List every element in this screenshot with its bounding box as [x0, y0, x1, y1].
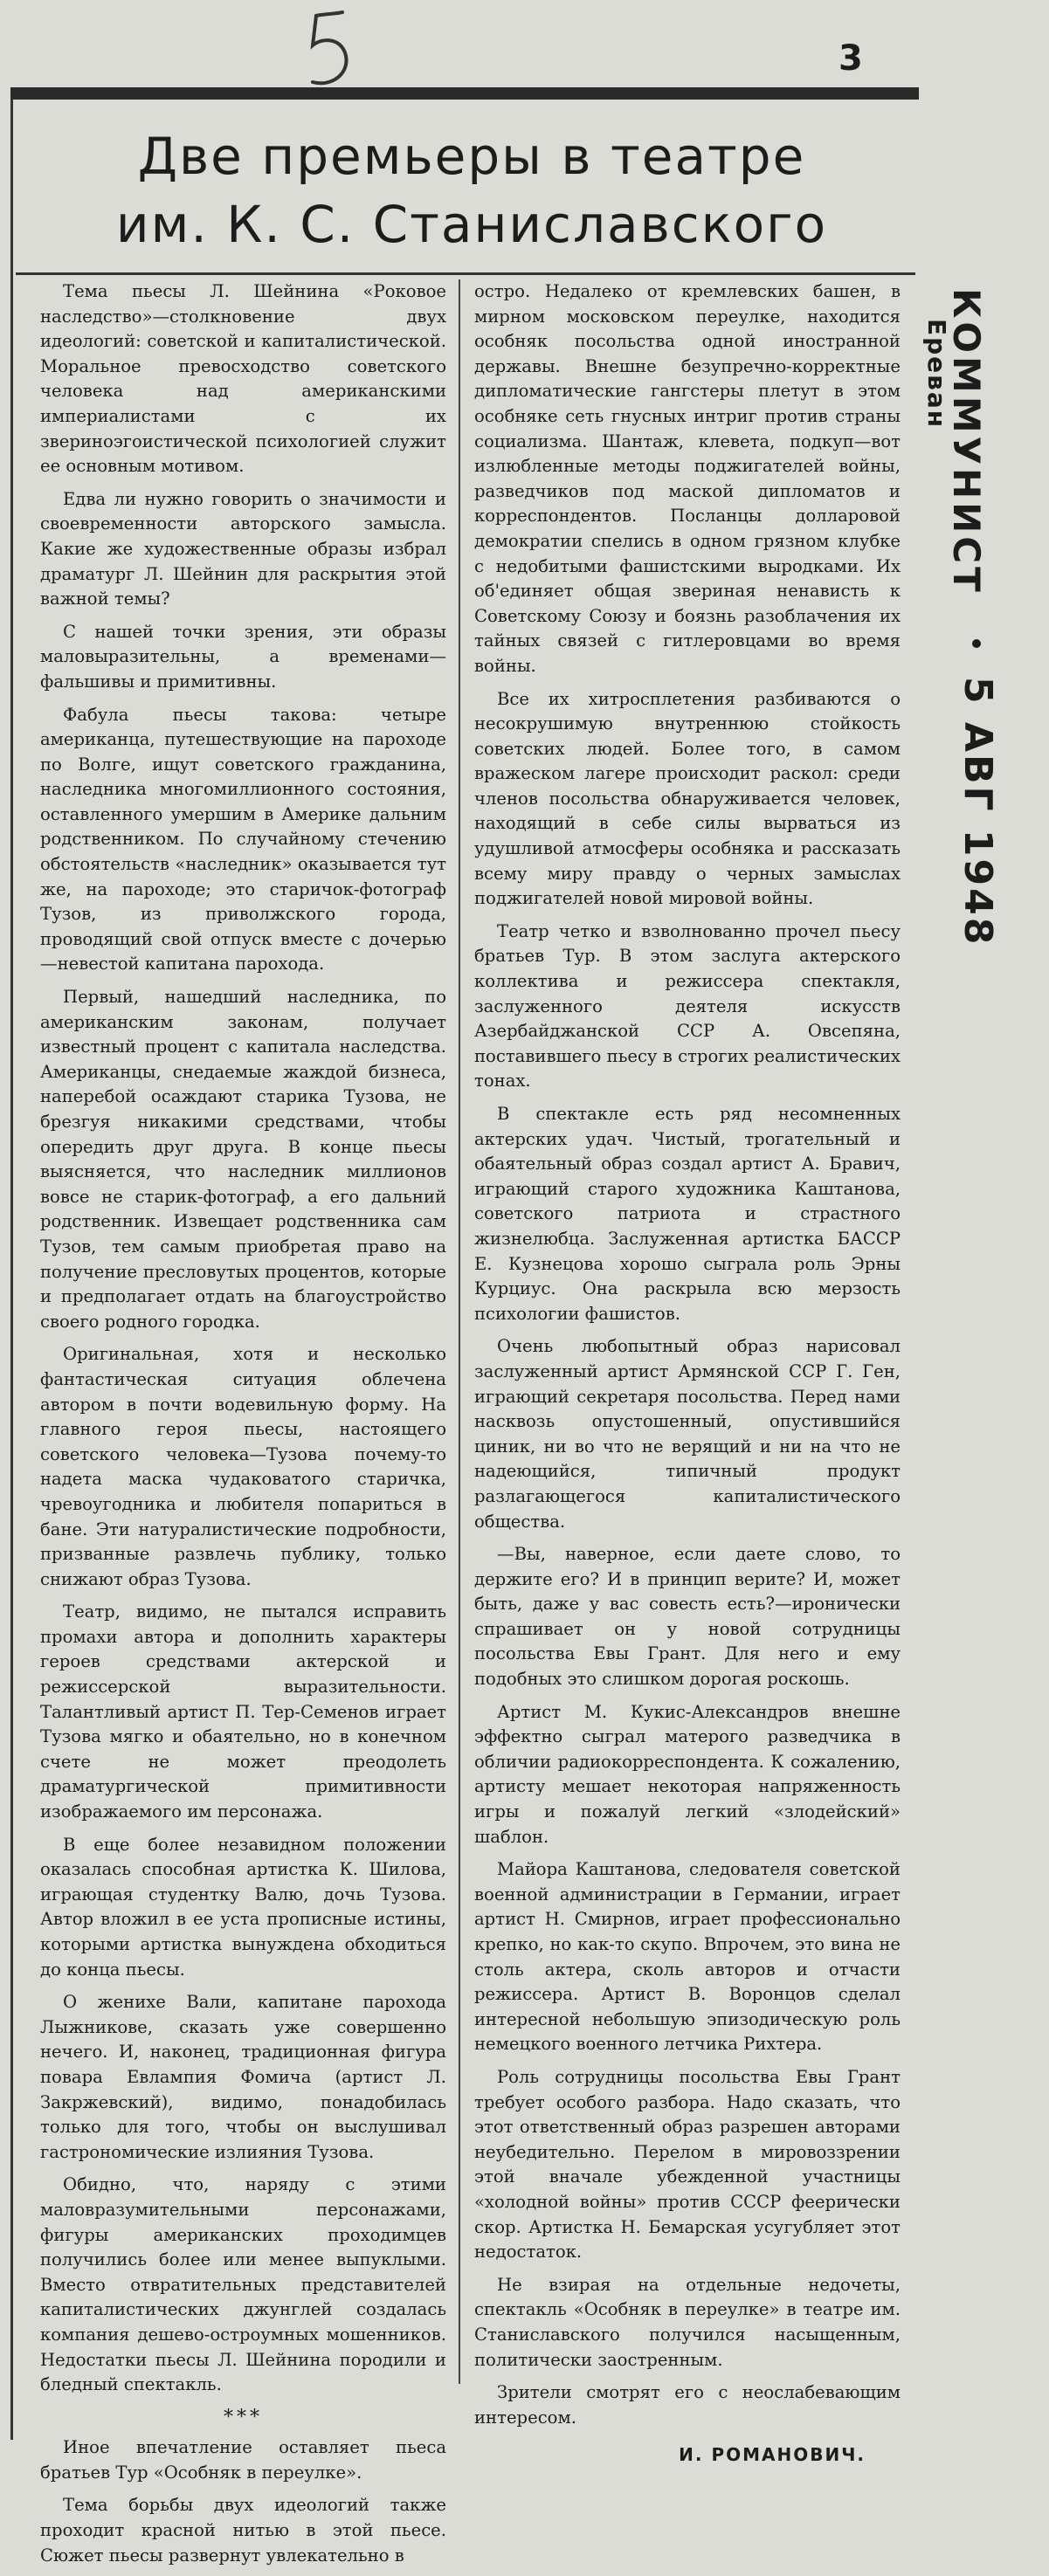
paragraph: С нашей точки зрения, эти образы маловыразительны, а временами—фальшивы и примитивны.	[40, 621, 446, 692]
paragraph: остро. Недалеко от кремлевских башен, в мирном московском переулке, находится особняк посольства одной иностранной державы. Внешне безупречно-корректные дипломатические гангстеры плетут в этом особняке сеть гнусных интриг против страны социализма. Шантаж, клевета, подкуп—вот излюбленные методы поджигателей войны, разведчиков под маской дипломатов и корреспондентов. Посланцы долларовой демократии спелись в одном грязном клубке с недобитыми фашистскими выродками. Их об'единяет общая звериная ненависть к Советскому Союзу и боязнь разоблачения их тайных связей с гитлеровцами во время войны.	[474, 281, 901, 676]
paragraph: О женихе Вали, капитане парохода Лыжникове, сказать уже совершенно нечего. И, наконец, традиционная фигура повара Евлампия Фомича (артист Л. Закржевский), видимо, понадобилась только для того, чтобы он выслушивал гастрономические излияния Тузова.	[40, 1992, 446, 2162]
paragraph: Едва ли нужно говорить о значимости и своевременности авторского замысла. Какие же художественные образы избрал драматург Л. Шейнин для раскрытия этой важной темы?	[40, 488, 446, 610]
stamp-newspaper: КОММУНИСТ	[945, 288, 988, 596]
paragraph: Театр, видимо, не пытался исправить промахи автора и дополнить характеры героев средствами актерской и режиссерской выразительности. Талантливый артист П. Тер-Семенов играет Тузова мягко и обаятельно, но в конечном счете не может преодолеть драматургической примитивности изображаемого им персонажа.	[40, 1601, 446, 1822]
article-headline	[35, 122, 908, 258]
paragraph: В спектакле есть ряд несомненных актерских удач. Чистый, трогательный и обаятельный образ создал артист А. Бравич, играющий старого художника Каштанова, советского патриота и страстного жизнелюбца. Заслуженная артистка БАССР Е. Кузнецова хорошо сыграла роль Эрны Курциус. Она раскрыла всю мерзость психологии фашистов.	[474, 1104, 901, 1324]
handwritten-mark	[297, 7, 358, 90]
paragraph: Тема пьесы Л. Шейнина «Роковое наследство»—столкновение двух идеологий: советской и капиталистической. Моральное превосходство советского человека над американскими империалистами с их звериноэгоистической психологией служит ее основным мотивом.	[40, 281, 446, 477]
paragraph: Тема борьбы двух идеологий также проходит красной нитью в этой пьесе. Сюжет пьесы развернут увлекательно в	[40, 2495, 446, 2566]
paragraph: Все их хитросплетения разбиваются о несокрушимую внутреннюю стойкость советских людей. Более того, в самом вражеском лагере происходит раскол: среди членов посольства обнаруживается человек, находящий в себе силы вырваться из удушливой атмосферы особняка и рассказать всему миру правду о черных замыслах поджигателей новой мировой войны.	[474, 688, 901, 909]
paragraph: Артист М. Кукис-Александров внешне эффектно сыграл матерого разведчика в обличии радиокорреспондента. К сожалению, артисту мешает некоторая напряженность игры и пожалуй легкий «злодейский» шаблон.	[474, 1701, 901, 1847]
stamp-date: 5 АВГ 1948	[956, 677, 1000, 947]
column-left	[40, 279, 446, 2576]
headline-line-1: Две премьеры в театре	[137, 127, 806, 186]
headline-line-2: им. К. С. Станиславского	[115, 195, 828, 254]
paragraph: Фабула пьесы такова: четыре американца, путешествующие на пароходе по Волге, ищут советского гражданина, наследника многомиллионного состояния, оставленного умершим в Америке дальним родственником. По случайному стечению обстоятельств «наследник» оказывается тут же, на пароходе; это старичок-фотограф Тузов, из приволжского города, проводящий свой отпуск вместе с дочерью—невестой капитана парохода.	[40, 704, 446, 975]
column-right	[474, 279, 901, 2468]
section-separator: ***	[224, 2406, 263, 2428]
page-number: 3	[839, 38, 863, 79]
paragraph: Зрители смотрят его с неослабевающим интересом.	[474, 2382, 901, 2428]
paragraph: Очень любопытный образ нарисовал заслуженный артист Армянской ССР Г. Ген, играющий секретаря посольства. Перед нами насквозь опустошенный, опустившийся циник, ни во что не верящий и ни на что не надеющийся, типичный продукт разлагающегося капиталистического общества.	[474, 1336, 901, 1532]
paragraph: Иное впечатление оставляет пьеса братьев Тур «Особняк в переулке».	[40, 2437, 446, 2483]
archive-stamp	[922, 288, 1044, 969]
paragraph: Не взирая на отдельные недочеты, спектакль «Особняк в переулке» в театре им. Станиславского получился насыщенным, политически заостренным.	[474, 2274, 901, 2370]
author-signature: И. РОМАНОВИЧ.	[679, 2444, 866, 2466]
stamp-city: Ереван	[922, 319, 951, 430]
column-divider	[459, 279, 460, 2384]
paragraph: —Вы, наверное, если даете слово, то держите его? И в принцип верите? И, может быть, даже у вас совесть есть?—иронически спрашивает он у новой сотрудницы посольства Евы Грант. Для него и ему подобных это слишком дорогая роскошь.	[474, 1544, 901, 1690]
top-rule	[10, 87, 919, 100]
paragraph: Майора Каштанова, следователя советской военной администрации в Германии, играет артист Н. Смирнов, играет профессионально крепко, но как-то скупо. Впрочем, это вина не столь актера, сколь авторов и отчасти режиссера. Артист В. Воронцов сделал интересной небольшую эпизодическую роль немецкого военного летчика Рихтера.	[474, 1859, 901, 2055]
paragraph: Первый, нашедший наследника, по американским законам, получает известный процент с капитала наследства. Американцы, снедаемые жаждой бизнеса, наперебой осаждают старика Тузова, не брезгуя никакими средствами, чтобы опередить друг друга. В конце пьесы выясняется, что наследник миллионов вовсе не старик-фотограф, а его дальний родственник. Извещает родственника сам Тузов, тем самым приобретая право на получение пресловутых процентов, которые и предполагает отдать на благоустройство своего родного городка.	[40, 987, 446, 1332]
headline-rule	[16, 272, 915, 275]
stamp-dot	[972, 639, 981, 648]
paragraph: Роль сотрудницы посольства Евы Грант требует особого разбора. Надо сказать, что этот ответственный образ разрешен авторами неубедительно. Перелом в мировоззрении этой вначале убежденной участницы «холодной войны» против СССР феерически скор. Артистка Н. Бемарская усугубляет этот недостаток.	[474, 2066, 901, 2263]
paragraph: Обидно, что, наряду с этими маловразумительными персонажами, фигуры американских проходимцев получились более или менее выпуклыми. Вместо отвратительных представителей капиталистических джунглей создалась компания дешево-остроумных мошенников. Недостатки пьесы Л. Шейнина породили и бледный спектакль.	[40, 2174, 446, 2395]
paragraph: В еще более незавидном положении оказалась способная артистка К. Шилова, играющая студентку Валю, дочь Тузова. Автор вложил в ее уста прописные истины, которыми артистка вынуждена обходиться до конца пьесы.	[40, 1834, 446, 1980]
paragraph: Театр четко и взволнованно прочел пьесу братьев Тур. В этом заслуга актерского коллектива и режиссера спектакля, заслуженного деятеля искусств Азербайджанской ССР А. Овсепяна, поставившего пьесу в строгих реалистических тонах.	[474, 920, 901, 1092]
paragraph: Оригинальная, хотя и несколько фантастическая ситуация облечена автором в почти водевильную форму. На главного героя пьесы, настоящего советского человека—Тузова почему-то надета маска чудаковатого старичка, чревоугодника и любителя попариться в бане. Эти натуралистические подробности, призванные развлечь публику, только снижают образ Тузова.	[40, 1344, 446, 1589]
